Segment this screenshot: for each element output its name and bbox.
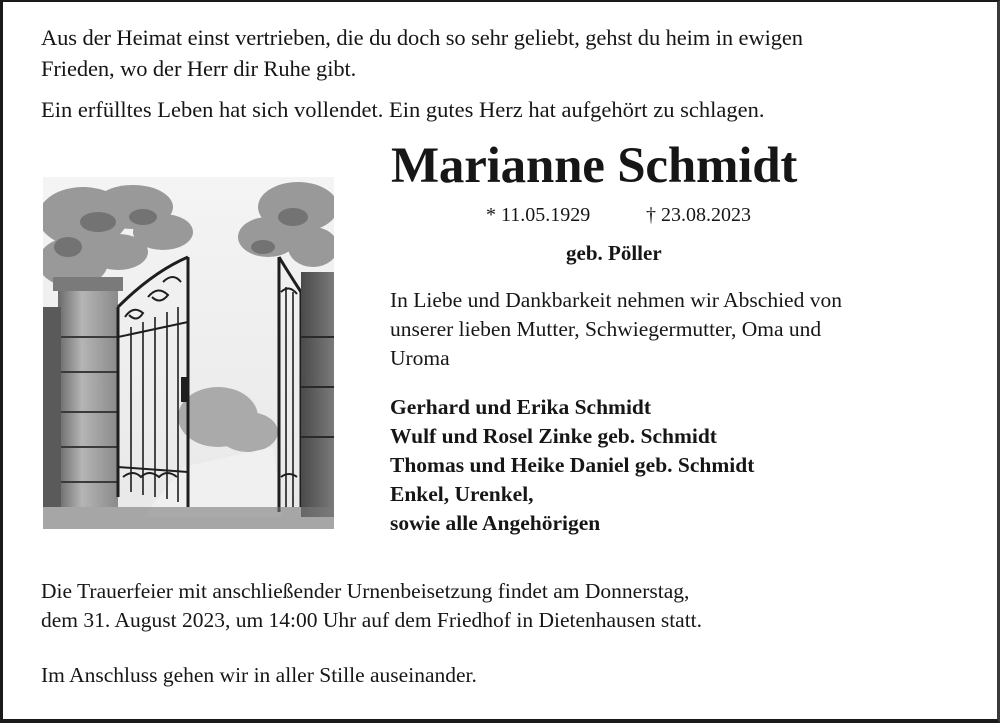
verse-line: Aus der Heimat einst vertrieben, die du doch so sehr geliebt, gehst du heim in ewigen	[41, 25, 803, 50]
farewell-line: unserer lieben Mutter, Schwiegermutter, Oma und	[390, 317, 822, 341]
mourner-line: Enkel, Urenkel,	[390, 482, 534, 506]
gate-illustration	[43, 177, 334, 529]
farewell-line: Uroma	[390, 346, 450, 370]
birth-date: * 11.05.1929	[486, 204, 591, 226]
mourner-line: Thomas und Heike Daniel geb. Schmidt	[390, 453, 755, 477]
deceased-name: Marianne Schmidt	[391, 138, 798, 194]
service-line: Die Trauerfeier mit anschließender Urnenbeisetzung findet am Donnerstag,	[41, 579, 690, 603]
garden-gate-icon	[43, 177, 334, 529]
maiden-name: geb. Pöller	[566, 241, 662, 265]
service-details	[41, 577, 702, 635]
mourner-line: sowie alle Angehörigen	[390, 511, 601, 535]
mourner-line: Wulf und Rosel Zinke geb. Schmidt	[390, 424, 717, 448]
verse-second: Ein erfülltes Leben hat sich vollendet. Ein gutes Herz hat aufgehört zu schlagen.	[41, 97, 765, 122]
death-date: † 23.08.2023	[646, 204, 751, 226]
mourner-line: Gerhard und Erika Schmidt	[390, 395, 652, 419]
verse	[41, 22, 803, 84]
farewell-line: In Liebe und Dankbarkeit nehmen wir Abschied von	[390, 288, 842, 312]
farewell-text	[390, 286, 842, 373]
mourners-list	[390, 393, 754, 538]
closing-note: Im Anschluss gehen wir in aller Stille auseinander.	[41, 663, 477, 687]
service-line: dem 31. August 2023, um 14:00 Uhr auf dem Friedhof in Dietenhausen statt.	[41, 608, 703, 632]
verse-line: Frieden, wo der Herr dir Ruhe gibt.	[41, 56, 357, 81]
